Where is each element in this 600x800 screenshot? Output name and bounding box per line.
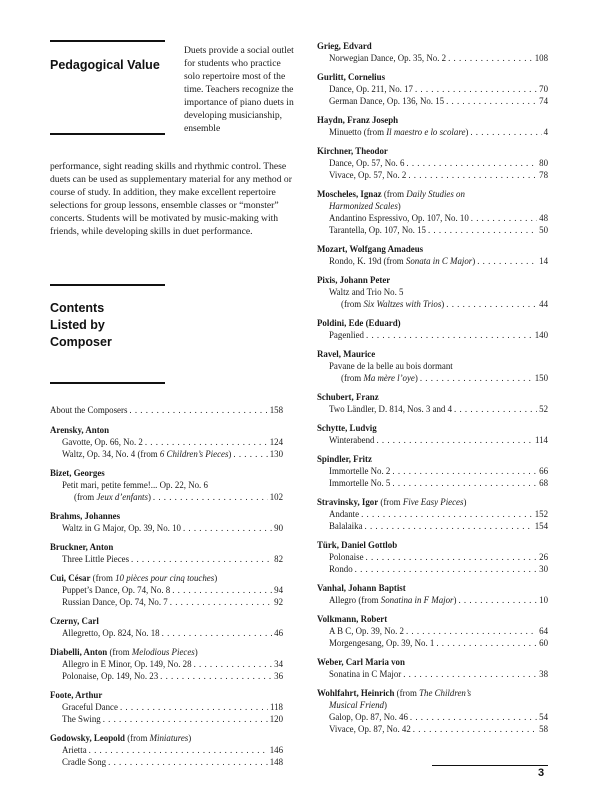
item-title: Balalaika: [329, 521, 363, 531]
item-page-number: 120: [269, 714, 283, 724]
item-title: Gavotte, Op. 66, No. 2: [62, 437, 143, 447]
item-title: Allegro (from Sonatina in F Major): [329, 595, 457, 605]
item-page-number: 70: [539, 84, 548, 94]
item-page-number: 108: [534, 53, 548, 63]
dot-leader: [410, 711, 537, 723]
dot-leader: [406, 625, 537, 637]
dot-leader: [89, 744, 268, 756]
composer-note: (from Melodious Pieces): [107, 647, 198, 657]
composer-note-continued: Harmonized Scales): [329, 201, 401, 211]
composer-name-text: Wohlfahrt, Heinrich: [317, 688, 395, 698]
contents-entry: [50, 646, 283, 682]
composer-name: [317, 539, 548, 551]
item-page-number: 78: [539, 170, 548, 180]
item-page-number: 44: [539, 299, 548, 309]
item-title: Vivace, Op. 87, No. 42: [329, 724, 411, 734]
contents-entry: [317, 114, 548, 138]
composer-name: [317, 391, 548, 403]
item-page-number: 50: [539, 225, 548, 235]
contents-item: [317, 83, 548, 95]
contents-item: [317, 403, 548, 415]
contents-item: [317, 372, 548, 384]
contents-entry: [317, 656, 548, 680]
composer-name: [317, 114, 548, 126]
contents-item: [50, 479, 283, 491]
pedagogical-value-heading: Pedagogical Value: [50, 58, 160, 72]
dot-leader: [108, 756, 268, 768]
contents-entry: [50, 732, 283, 768]
dot-leader: [129, 404, 267, 416]
rule-below-contents: [50, 382, 165, 384]
dot-leader: [477, 255, 537, 267]
contents-entry: [317, 613, 548, 649]
item-page-number: 130: [269, 449, 283, 459]
composer-name-text: Volkmann, Robert: [317, 614, 388, 624]
item-source-title: Sonata in C Major: [405, 256, 473, 266]
composer-name-text: Haydn, Franz Joseph: [317, 115, 399, 125]
item-title: Cradle Song: [62, 757, 107, 767]
composer-name-text: Gurlitt, Cornelius: [317, 72, 386, 82]
contents-item: [50, 491, 283, 503]
item-page-number: 90: [274, 523, 283, 533]
item-page-number: 146: [269, 745, 283, 755]
contents-entry: [317, 274, 548, 310]
composer-note-title: Miniatures: [149, 733, 189, 743]
dot-leader: [366, 329, 533, 341]
composer-name: [50, 541, 283, 553]
item-title: Graceful Dance: [62, 702, 118, 712]
composer-name-text: Cui, César: [50, 573, 91, 583]
item-title: Tarantella, Op. 107, No. 15: [329, 225, 426, 235]
item-title: Polonaise: [329, 552, 364, 562]
item-source-title: Ma mère l’oye: [363, 373, 415, 383]
composer-name-text: Poldini, Ede (Eduard): [317, 318, 401, 328]
composer-name: [317, 453, 548, 465]
contents-item: [317, 625, 548, 637]
item-title: Waltz, Op. 34, No. 4 (from 6 Children’s Pieces): [62, 449, 232, 459]
composer-note: (from Miniatures): [124, 733, 192, 743]
intro-text-full: performance, sight reading skills and rhythmic control. These duets can be used as supplementary material for any method or course of study. In addition, they make excellent repertoire selections for group lessons, ensemble classes or “monster” concerts. Students will be motivated by music-making with friends, while developing skills in duet performance.: [50, 161, 292, 237]
composer-name-text: Foote, Arthur: [50, 690, 103, 700]
item-title: Two Ländler, D. 814, Nos. 3 and 4: [329, 404, 453, 414]
composer-name-text: Ravel, Maurice: [317, 349, 376, 359]
item-title: Petit mari, petite femme!... Op. 22, No. 6: [62, 480, 208, 490]
contents-item: [50, 584, 283, 596]
item-page-number: 80: [539, 158, 548, 168]
composer-note-title: The Children’s: [419, 688, 472, 698]
contents-item: [317, 434, 548, 446]
dot-leader: [365, 520, 533, 532]
composer-name: [317, 348, 548, 360]
contents-item: [50, 448, 283, 460]
composer-name: [50, 510, 283, 522]
item-page-number: 34: [274, 659, 283, 669]
dot-leader: [103, 713, 268, 725]
contents-entry: [317, 496, 548, 532]
item-title: Immortelle No. 5: [329, 478, 391, 488]
contents-entry: [50, 572, 283, 608]
contents-item: [50, 522, 283, 534]
dot-leader: [392, 477, 537, 489]
dot-leader: [406, 157, 537, 169]
composer-name: [317, 40, 548, 52]
contents-item: [50, 670, 283, 682]
contents-item: [317, 329, 548, 341]
item-source-title: Six Waltzes with Trios: [363, 299, 442, 309]
contents-entry: [50, 424, 283, 460]
dot-leader: [415, 83, 537, 95]
item-title: Andantino Espressivo, Op. 107, No. 10: [329, 213, 469, 223]
rule-bottom-right: [432, 765, 548, 766]
item-title: Allegretto, Op. 824, No. 18: [62, 628, 160, 638]
item-title: Russian Dance, Op. 74, No. 7: [62, 597, 168, 607]
item-title: Andante: [329, 509, 360, 519]
item-page-number: 68: [539, 478, 548, 488]
contents-heading-line: Composer: [50, 335, 112, 349]
composer-note-title: Musical Friend: [329, 700, 384, 710]
contents-entry: [317, 687, 548, 735]
item-page-number: 26: [539, 552, 548, 562]
composer-name-text: Czerny, Carl: [50, 616, 99, 626]
item-page-number: 74: [539, 96, 548, 106]
contents-right-column: [317, 40, 548, 742]
item-title: Three Little Pieces: [62, 554, 130, 564]
contents-item: [317, 169, 548, 181]
composer-name: [50, 732, 283, 744]
item-page-number: 58: [539, 724, 548, 734]
composer-name-text: Godowsky, Leopold: [50, 733, 125, 743]
composer-note-title: Melodious Pieces: [131, 647, 195, 657]
composer-name: [50, 572, 283, 584]
contents-item: [317, 477, 548, 489]
item-title: Allegro in E Minor, Op. 149, No. 28: [62, 659, 192, 669]
composer-name-text: Bruckner, Anton: [50, 542, 114, 552]
dot-leader: [183, 522, 272, 534]
rule-under-pedagogical: [50, 133, 165, 135]
dot-leader: [194, 658, 273, 670]
contents-item: [317, 126, 548, 138]
item-page-number: 94: [274, 585, 283, 595]
contents-item: [317, 224, 548, 236]
item-page-number: 60: [539, 638, 548, 648]
contents-item: [317, 465, 548, 477]
contents-item: [50, 627, 283, 639]
contents-item: [50, 713, 283, 725]
contents-item: [317, 360, 548, 372]
item-title: Waltz and Trio No. 5: [329, 287, 404, 297]
composer-name: [317, 496, 548, 508]
item-title: Dance, Op. 211, No. 17: [329, 84, 413, 94]
item-page-number: 10: [539, 595, 548, 605]
composer-name-text: Stravinsky, Igor: [317, 497, 379, 507]
composer-name-text: Bizet, Georges: [50, 468, 105, 478]
item-page-number: 46: [274, 628, 283, 638]
item-page-number: 114: [535, 435, 548, 445]
contents-item: [317, 723, 548, 735]
item-page-number: 124: [269, 437, 283, 447]
composer-name-text: Türk, Daniel Gottlob: [317, 540, 398, 550]
contents-item: [317, 551, 548, 563]
composer-note: (from Daily Studies on: [381, 189, 465, 199]
dot-leader: [120, 701, 268, 713]
composer-note-title: Five Easy Pieces: [402, 497, 464, 507]
composer-name-text: Spindler, Fritz: [317, 454, 372, 464]
composer-name: [50, 689, 283, 701]
composer-name: [317, 317, 548, 329]
rule-above-contents: [50, 284, 165, 286]
contents-item: [50, 701, 283, 713]
contents-item: [317, 52, 548, 64]
item-page-number: 148: [269, 757, 283, 767]
dot-leader: [403, 668, 537, 680]
contents-item: [50, 756, 283, 768]
item-page-number: 4: [543, 127, 548, 137]
dot-leader: [233, 448, 267, 460]
composer-name-text: Schytte, Ludvig: [317, 423, 377, 433]
dot-leader: [160, 670, 272, 682]
item-page-number: 92: [274, 597, 283, 607]
composer-name: [50, 424, 283, 436]
item-page-number: 66: [539, 466, 548, 476]
composer-name: [317, 422, 548, 434]
composer-note: (from The Children’s: [394, 688, 472, 698]
contents-entry: [50, 615, 283, 639]
item-title: (from Six Waltzes with Trios): [341, 299, 445, 309]
composer-note-continued: Musical Friend): [329, 700, 387, 710]
composer-note-title: Harmonized Scales: [329, 201, 398, 211]
dot-leader: [428, 224, 537, 236]
composer-name-text: Schubert, Franz: [317, 392, 379, 402]
item-title: (from Jeux d’enfants): [74, 492, 151, 502]
item-page-number: 30: [539, 564, 548, 574]
composer-name-text: Diabelli, Anton: [50, 647, 108, 657]
contents-entry: [50, 541, 283, 565]
item-title: A B C, Op. 39, No. 2: [329, 626, 404, 636]
intro-text-side: Duets provide a social outlet for students who practice solo repertoire most of the time. Teachers recognize the importance of piano duets in developing musicianship, ensemble: [184, 45, 294, 134]
item-source-title: Jeux d’enfants: [96, 492, 148, 502]
dot-leader: [355, 563, 537, 575]
item-title: Galop, Op. 87, No. 46: [329, 712, 408, 722]
contents-entry: [317, 453, 548, 489]
item-title: Rondo, K. 19d (from Sonata in C Major): [329, 256, 476, 266]
item-page-number: 118: [270, 702, 283, 712]
item-page-number: 38: [539, 669, 548, 679]
contents-item: [317, 286, 548, 298]
item-title: Rondo: [329, 564, 353, 574]
dot-leader: [413, 723, 537, 735]
item-page-number: 64: [539, 626, 548, 636]
item-page-number: 54: [539, 712, 548, 722]
composer-name-text: Grieg, Edvard: [317, 41, 372, 51]
contents-entry: [50, 467, 283, 503]
composer-note: (from Five Easy Pieces): [378, 497, 467, 507]
item-title: Waltz in G Major, Op. 39, No. 10: [62, 523, 181, 533]
dot-leader: [446, 298, 537, 310]
composer-name: [317, 582, 548, 594]
item-title: Norwegian Dance, Op. 35, No. 2: [329, 53, 447, 63]
composer-name: [317, 613, 548, 625]
dot-leader: [420, 372, 533, 384]
composer-name: [317, 243, 548, 255]
contents-entry: [317, 188, 548, 236]
dot-leader: [361, 508, 533, 520]
contents-item: [50, 404, 283, 416]
item-page-number: 158: [269, 405, 283, 415]
item-title: German Dance, Op. 136, No. 15: [329, 96, 445, 106]
contents-heading-line: Listed by: [50, 318, 105, 332]
composer-name-text: Vanhal, Johann Baptist: [317, 583, 406, 593]
contents-item: [317, 520, 548, 532]
item-title: Minuetto (from Il maestro e lo scolare): [329, 127, 469, 137]
composer-name-text: Kirchner, Theodor: [317, 146, 388, 156]
contents-heading: [50, 300, 170, 351]
contents-entry: [317, 145, 548, 181]
composer-name: [317, 188, 548, 200]
item-title: Arietta: [62, 745, 87, 755]
contents-item: [50, 553, 283, 565]
rule-top: [50, 40, 165, 42]
item-title: Vivace, Op. 57, No. 2: [329, 170, 407, 180]
item-page-number: 140: [534, 330, 548, 340]
contents-entry: [317, 582, 548, 606]
composer-name: [50, 615, 283, 627]
composer-name: [317, 274, 548, 286]
dot-leader: [392, 465, 537, 477]
contents-entry: [317, 539, 548, 575]
contents-entry: [317, 422, 548, 446]
contents-item: [317, 594, 548, 606]
dot-leader: [470, 126, 541, 138]
contents-item: [50, 596, 283, 608]
dot-leader: [448, 52, 533, 64]
item-title: About the Composers: [50, 405, 128, 415]
contents-entry: [317, 317, 548, 341]
composer-name: [317, 656, 548, 668]
contents-left-column: [50, 404, 283, 775]
composer-name-text: Brahms, Johannes: [50, 511, 121, 521]
contents-item: [317, 255, 548, 267]
dot-leader: [471, 212, 537, 224]
composer-name: [50, 646, 283, 658]
composer-note-title: 10 pièces pour cinq touches: [115, 573, 215, 583]
dot-leader: [145, 436, 268, 448]
composer-name: [317, 71, 548, 83]
composer-note: (from 10 pièces pour cinq touches): [90, 573, 218, 583]
contents-entry: [317, 348, 548, 384]
contents-item: [50, 658, 283, 670]
dot-leader: [172, 584, 272, 596]
dot-leader: [170, 596, 272, 608]
item-page-number: 102: [269, 492, 283, 502]
dot-leader: [436, 637, 537, 649]
contents-entry: [317, 391, 548, 415]
contents-item: [50, 436, 283, 448]
dot-leader: [408, 169, 537, 181]
item-title: Immortelle No. 2: [329, 466, 391, 476]
contents-entry: [317, 243, 548, 267]
item-title: Sonatina in C Major: [329, 669, 402, 679]
composer-name: [317, 687, 548, 699]
contents-item: [317, 508, 548, 520]
contents-item: [317, 563, 548, 575]
item-title: Pavane de la belle au bois dormant: [329, 361, 453, 371]
item-page-number: 150: [534, 373, 548, 383]
contents-item: [317, 95, 548, 107]
contents-item: [50, 744, 283, 756]
dot-leader: [153, 491, 268, 503]
item-title: Morgengesang, Op. 39, No. 1: [329, 638, 435, 648]
contents-item: [317, 212, 548, 224]
contents-entry: [50, 510, 283, 534]
dot-leader: [458, 594, 537, 606]
item-page-number: 52: [539, 404, 548, 414]
item-page-number: 48: [539, 213, 548, 223]
item-page-number: 82: [274, 554, 283, 564]
composer-name-text: Pixis, Johann Peter: [317, 275, 391, 285]
item-page-number: 14: [539, 256, 548, 266]
item-source-title: 6 Children’s Pieces: [159, 449, 229, 459]
item-page-number: 154: [534, 521, 548, 531]
composer-name-text: Moscheles, Ignaz: [317, 189, 382, 199]
dot-leader: [446, 95, 537, 107]
composer-name-text: Arensky, Anton: [50, 425, 110, 435]
dot-leader: [376, 434, 533, 446]
contents-entry: [50, 689, 283, 725]
contents-entry: [50, 404, 283, 416]
item-title: The Swing: [62, 714, 101, 724]
dot-leader: [454, 403, 537, 415]
dot-leader: [162, 627, 273, 639]
item-title: Pagenlied: [329, 330, 364, 340]
contents-entry: [317, 71, 548, 107]
dot-leader: [366, 551, 538, 563]
contents-item: [317, 637, 548, 649]
composer-name: [50, 467, 283, 479]
item-page-number: 152: [534, 509, 548, 519]
composer-note-title: Daily Studies on: [406, 189, 465, 199]
dot-leader: [131, 553, 272, 565]
item-title: Puppet’s Dance, Op. 74, No. 8: [62, 585, 171, 595]
page-number: 3: [538, 767, 545, 779]
contents-entry: [317, 40, 548, 64]
composer-name-text: Weber, Carl Maria von: [317, 657, 405, 667]
contents-item: [317, 711, 548, 723]
item-title: (from Ma mère l’oye): [341, 373, 418, 383]
composer-name: [317, 145, 548, 157]
item-page-number: 36: [274, 671, 283, 681]
item-title: Dance, Op. 57, No. 6: [329, 158, 405, 168]
item-title: Polonaise, Op. 149, No. 23: [62, 671, 159, 681]
item-source-title: Sonatina in F Major: [380, 595, 454, 605]
item-source-title: Il maestro e lo scolare: [386, 127, 466, 137]
contents-item: [317, 157, 548, 169]
item-title: Winterabend: [329, 435, 375, 445]
contents-item: [317, 298, 548, 310]
contents-heading-line: Contents: [50, 301, 105, 315]
contents-item: [317, 668, 548, 680]
composer-name-text: Mozart, Wolfgang Amadeus: [317, 244, 424, 254]
